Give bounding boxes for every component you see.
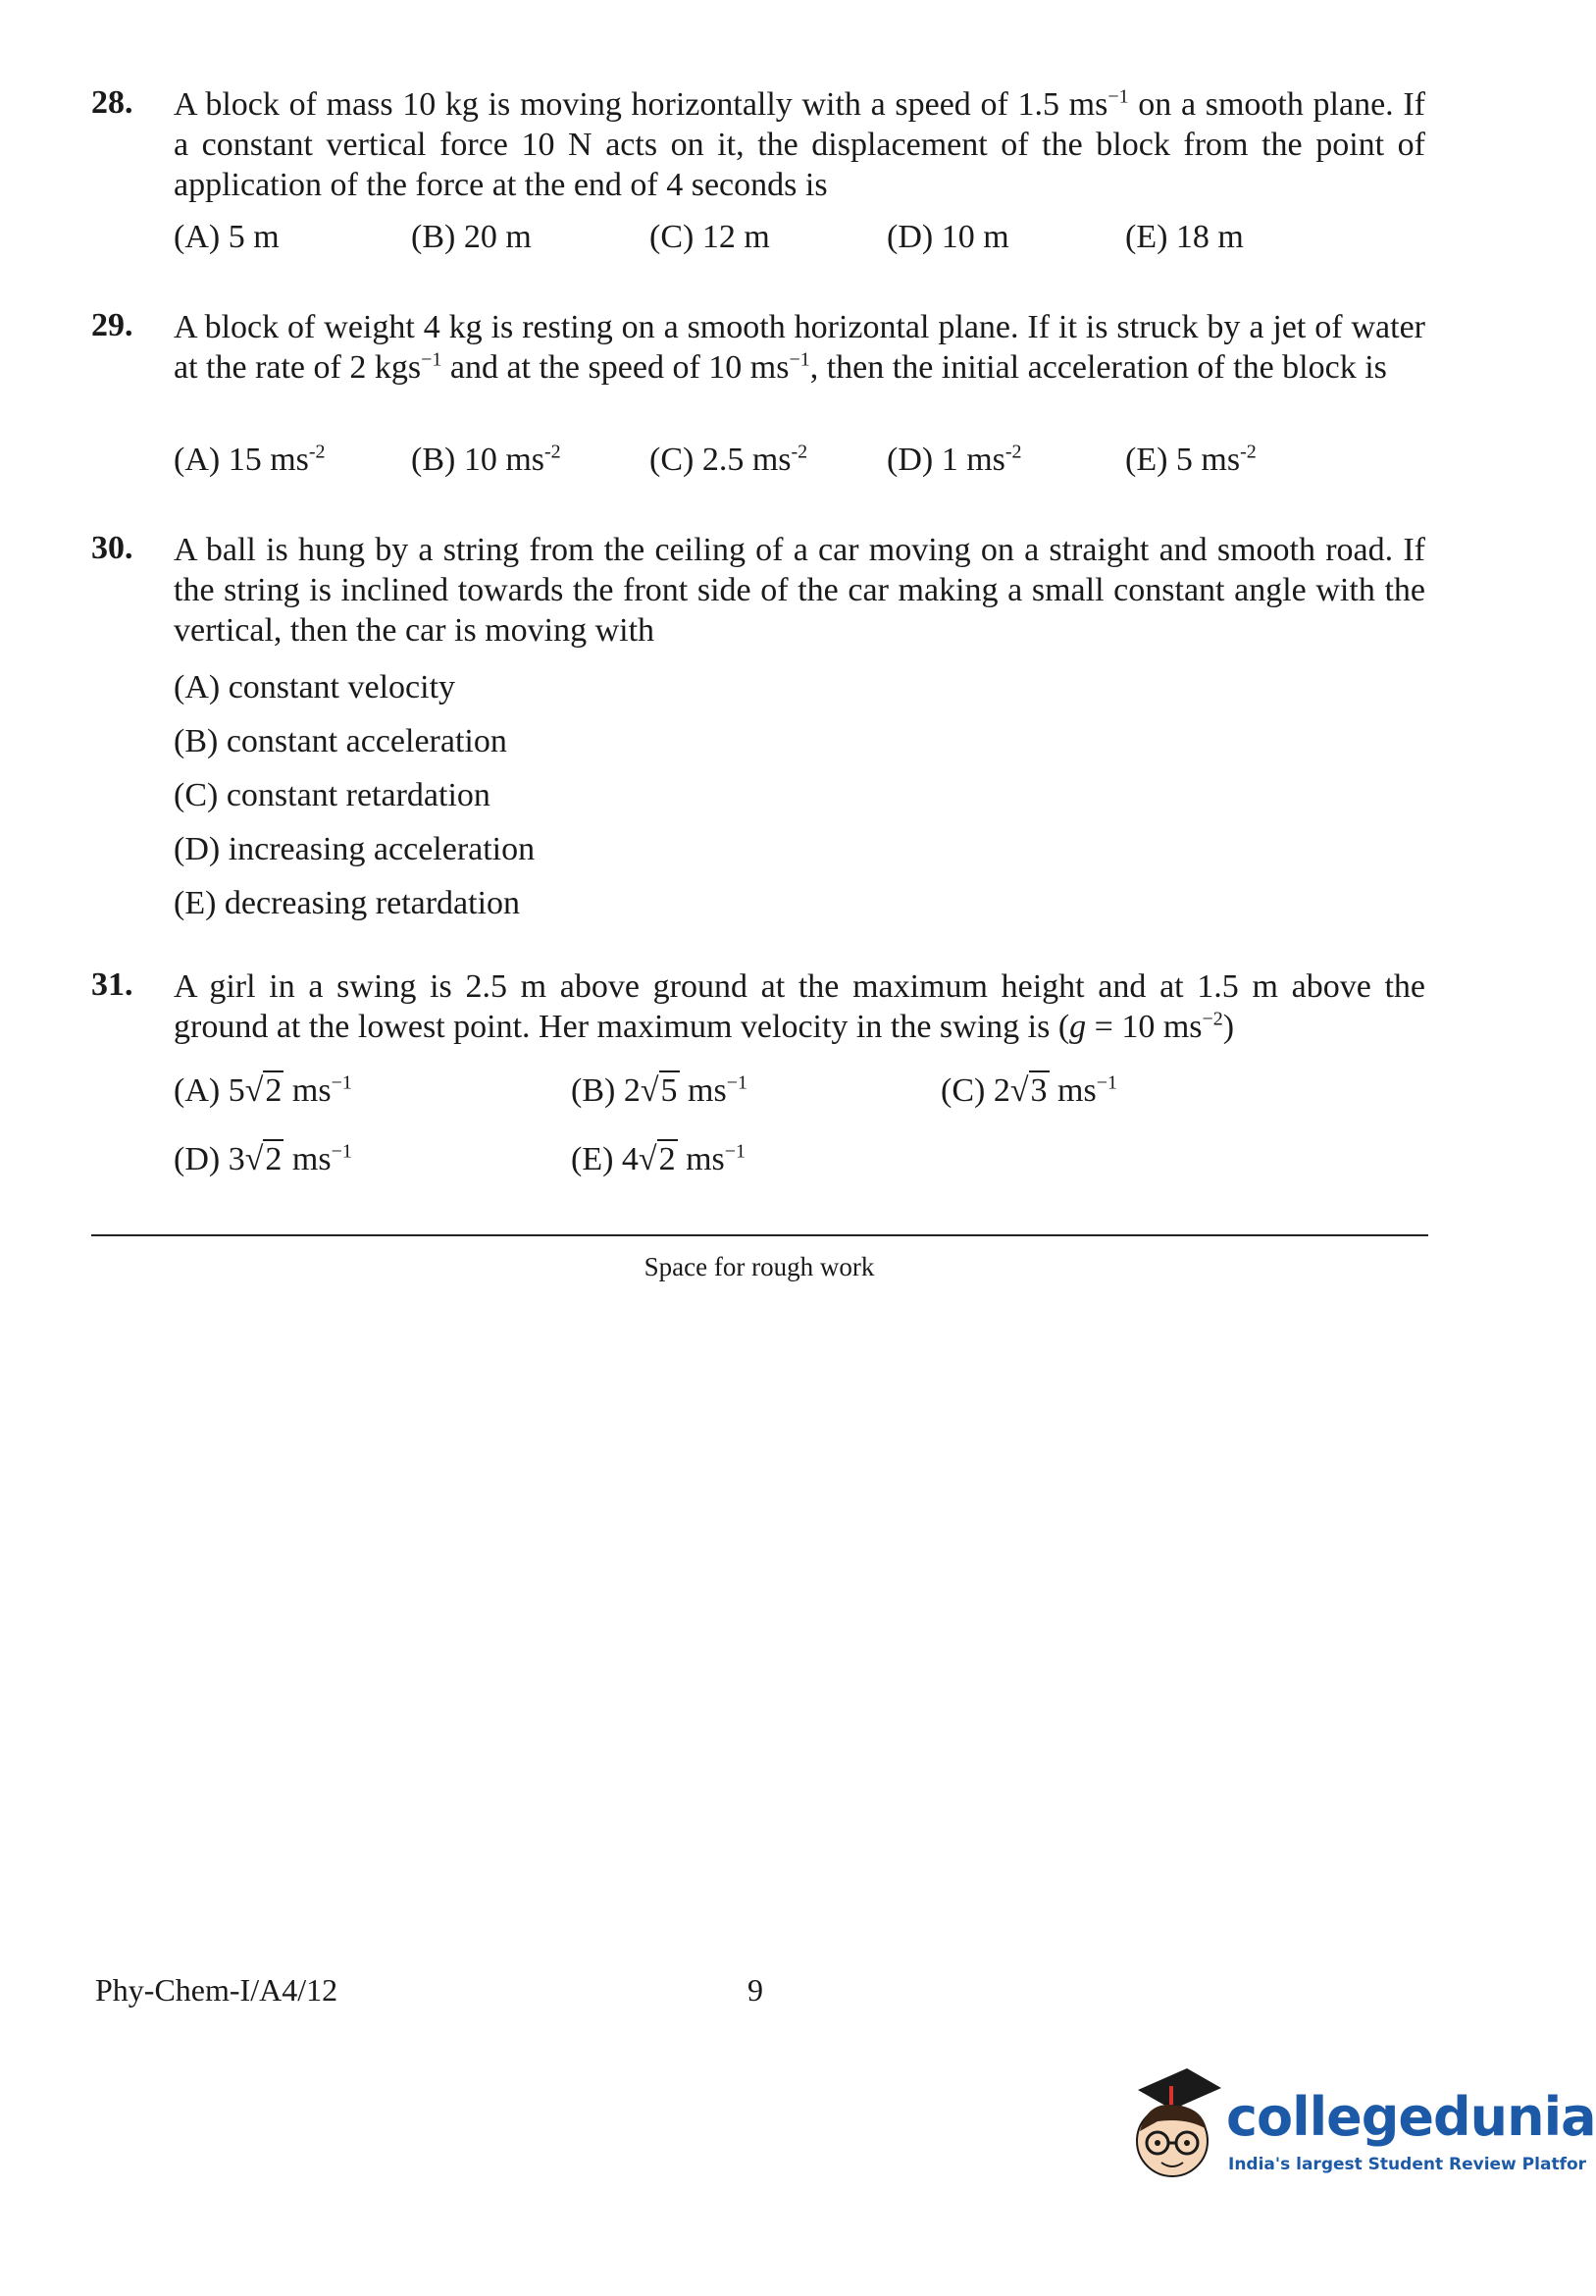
option-b: (B) 20 m xyxy=(411,219,532,255)
option-d: (D) 1 $ms^{-2}$ xyxy=(887,441,1022,478)
option-e: (E) 4√2 $ms^{-1}$ xyxy=(571,1140,747,1177)
option-b: (B) constant acceleration xyxy=(174,723,507,759)
question-28 xyxy=(91,84,1425,261)
paper-code: Phy-Chem-I/A4/12 xyxy=(95,1972,338,2008)
option-c: (C) 2√3 $ms^{-1}$ xyxy=(941,1071,1117,1109)
option-a: (A) 5√2 $ms^{-1}$ xyxy=(174,1071,352,1109)
options xyxy=(174,660,535,930)
student-mascot-icon xyxy=(1118,2061,1226,2208)
question-text: A girl in a swing is 2.5 m above ground at the maximum height and at 1.5 m above the ground at the lowest point. Her maximum velocity in the swing is (g = 10 $ms^{-2}$) xyxy=(174,968,1425,1045)
option-a: (A) constant velocity xyxy=(174,669,456,705)
logo-wordmark: collegedunia xyxy=(1226,2086,1596,2148)
option-e: (E) 18 m xyxy=(1125,219,1244,255)
option-b: (B) 10 $ms^{-2}$ xyxy=(411,441,561,478)
question-number: 30. xyxy=(91,530,133,566)
divider xyxy=(91,1234,1428,1236)
option-d: (D) increasing acceleration xyxy=(174,831,536,867)
question-text: A block of weight 4 kg is resting on a smooth horizontal plane. If it is struck by a jet of water at the rate of 2 kgs$^{-1}$ and at the speed of 10 $ms^{-1}$, then the initial acceleration of the block is xyxy=(174,309,1425,386)
option-c: (C) constant retardation xyxy=(174,777,490,813)
question-29 xyxy=(91,307,1425,484)
option-e: (E) decreasing retardation xyxy=(174,885,521,921)
collegedunia-logo xyxy=(1118,2061,1596,2208)
option-d: (D) 10 m xyxy=(887,219,1009,255)
question-number: 28. xyxy=(91,84,133,121)
page-number: 9 xyxy=(747,1972,763,2008)
question-31 xyxy=(91,966,1425,1192)
option-a: (A) 15 $ms^{-2}$ xyxy=(174,441,326,478)
option-c: (C) 12 m xyxy=(649,219,770,255)
question-number: 31. xyxy=(91,966,133,1003)
logo-tagline: India's largest Student Review Platfor xyxy=(1228,2155,1587,2174)
option-a: (A) 5 m xyxy=(174,219,280,255)
question-30 xyxy=(91,530,1425,922)
option-e: (E) 5 $ms^{-2}$ xyxy=(1125,441,1257,478)
question-text: A ball is hung by a string from the ceiling of a car moving on a straight and smooth road. If the string is inclined towards the front side of the car making a small constant angle with the vertical, then the car is moving with xyxy=(174,532,1425,649)
question-number: 29. xyxy=(91,307,133,343)
option-c: (C) 2.5 $ms^{-2}$ xyxy=(649,441,808,478)
rough-work-label: Space for rough work xyxy=(644,1252,875,1281)
option-d: (D) 3√2 $ms^{-1}$ xyxy=(174,1140,352,1177)
question-text: A block of mass 10 kg is moving horizontally with a speed of 1.5 $ms^{-1}$ on a smooth plane. If a constant vertical force 10 N acts on it, the displacement of the block from the point of application of the force at the end of 4 seconds is xyxy=(174,85,1425,203)
option-b: (B) 2√5 $ms^{-1}$ xyxy=(571,1071,747,1109)
